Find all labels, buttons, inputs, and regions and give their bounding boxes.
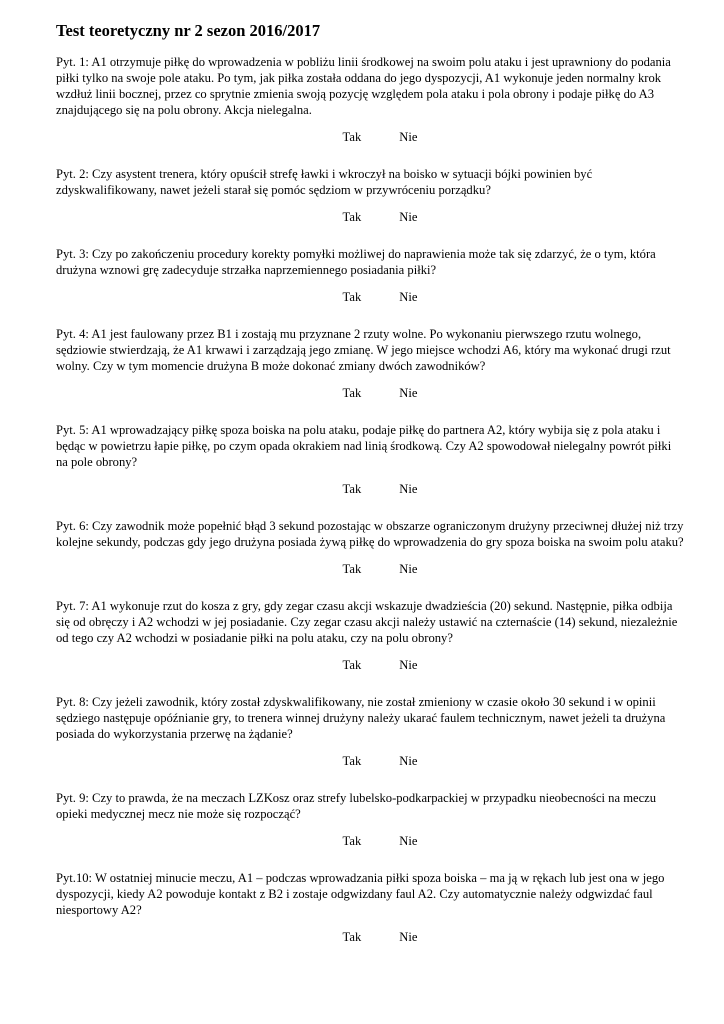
answer-no[interactable]: Nie (399, 834, 418, 848)
answer-yes[interactable]: Tak (342, 386, 362, 400)
answer-options (56, 753, 684, 769)
question-text: Pyt. 6: Czy zawodnik może popełnić błąd 3 sekund pozostając w obszarze ograniczonym drużyny przeciwnej dłużej niż trzy kolejne sekundy, podczas gdy jego drużyna posiada żywą piłkę do wprowadzenia do gry spoza boiska na swoim polu ataku? (56, 519, 684, 549)
question-block (56, 246, 684, 305)
answer-options (56, 561, 684, 577)
answer-no[interactable]: Nie (399, 210, 418, 224)
answer-yes[interactable]: Tak (342, 210, 362, 224)
question-text: Pyt. 7: A1 wykonuje rzut do kosza z gry, gdy zegar czasu akcji wskazuje dwadzieścia (20) sekund. Następnie, piłka odbija się od obręczy i A2 wchodzi w jej posiadanie. Czy zegar czasu akcji należy ustawić na czternaście (14) sekund, niezależnie od tego czy A2 wchodzi w posiadanie piłki na polu ataku, czy na polu obrony? (56, 599, 678, 645)
question-text: Pyt.10: W ostatniej minucie meczu, A1 – podczas wprowadzania piłki spoza boiska – ma ją w rękach lub jest ona w jego dyspozycji, kiedy A2 powoduje kontakt z B2 i zostaje odgwizdany faul A2. Czy automatycznie należy odgwizdać faul niesportowy A2? (56, 871, 665, 917)
document-page (56, 20, 684, 966)
answer-options (56, 385, 684, 401)
answer-options (56, 657, 684, 673)
answer-options (56, 929, 684, 945)
answer-yes[interactable]: Tak (342, 130, 362, 144)
question-text: Pyt. 5: A1 wprowadzający piłkę spoza boiska na polu ataku, podaje piłkę do partnera A2, który wybija się z pola ataku i będąc w powietrzu łapie piłkę, po czym opada okrakiem nad linią środkową. Czy A2 spowodował nielegalny powrót piłki na pole obrony? (56, 423, 672, 469)
answer-no[interactable]: Nie (399, 386, 418, 400)
answer-yes[interactable]: Tak (342, 834, 362, 848)
question-text: Pyt. 3: Czy po zakończeniu procedury korekty pomyłki możliwej do naprawienia może tak się zdarzyć, że o tym, która drużyna wznowi grę zadecyduje strzałka naprzemiennego posiadania piłki? (56, 247, 656, 277)
answer-no[interactable]: Nie (399, 930, 418, 944)
answer-options (56, 209, 684, 225)
question-block (56, 694, 684, 769)
answer-options (56, 833, 684, 849)
answer-yes[interactable]: Tak (342, 754, 362, 768)
question-text: Pyt. 8: Czy jeżeli zawodnik, który został zdyskwalifikowany, nie został zmieniony w czasie około 30 sekund i w opinii sędziego następuje opóźnianie gry, to trenera winnej drużyny należy ukarać faulem technicznym, nawet jeżeli ta drużyna posiada do wykorzystania przerwę na żądanie? (56, 695, 666, 741)
answer-options (56, 129, 684, 145)
answer-yes[interactable]: Tak (342, 482, 362, 496)
question-text: Pyt. 2: Czy asystent trenera, który opuścił strefę ławki i wkroczył na boisko w sytuacji bójki powinien być zdyskwalifikowany, nawet jeżeli starał się pomóc sędziom w przywróceniu porządku? (56, 167, 593, 197)
answer-yes[interactable]: Tak (342, 562, 362, 576)
question-text: Pyt. 1: A1 otrzymuje piłkę do wprowadzenia w pobliżu linii środkowej na swoim polu ataku i jest uprawniony do podania piłki tylko na swoje pole ataku. Po tym, jak piłka została oddana do jego dyspozycji, A1 wykonuje jeden normalny krok wzdłuż linii bocznej, przez co sprytnie zmienia swoją pozycję względem pola ataku i pola obrony i podaje piłkę do A3 znajdującego się na polu obrony. Akcja nielegalna. (56, 55, 671, 117)
answer-no[interactable]: Nie (399, 290, 418, 304)
question-list (56, 54, 684, 945)
answer-no[interactable]: Nie (399, 562, 418, 576)
question-text: Pyt. 9: Czy to prawda, że na meczach LZKosz oraz strefy lubelsko-podkarpackiej w przypadku nieobecności na meczu opieki medycznej mecz nie może się rozpocząć? (56, 791, 657, 821)
question-block (56, 518, 684, 577)
question-block (56, 870, 684, 945)
answer-no[interactable]: Nie (399, 658, 418, 672)
answer-options (56, 289, 684, 305)
question-block (56, 790, 684, 849)
question-block (56, 54, 684, 145)
answer-no[interactable]: Nie (399, 482, 418, 496)
answer-no[interactable]: Nie (399, 130, 418, 144)
question-text: Pyt. 4: A1 jest faulowany przez B1 i zostają mu przyznane 2 rzuty wolne. Po wykonaniu pierwszego rzutu wolnego, sędziowie stwierdzają, że A1 krwawi i zarządzają jego zmianę. W jego miejsce wchodzi A6, który ma wykonać drugi rzut wolny. Czy w tym momencie drużyna B może dokonać zmiany dwóch zawodników? (56, 327, 671, 373)
answer-yes[interactable]: Tak (342, 658, 362, 672)
answer-no[interactable]: Nie (399, 754, 418, 768)
question-block (56, 166, 684, 225)
question-block (56, 326, 684, 401)
answer-options (56, 481, 684, 497)
question-block (56, 422, 684, 497)
document-title: Test teoretyczny nr 2 sezon 2016/2017 (56, 21, 321, 40)
question-block (56, 598, 684, 673)
answer-yes[interactable]: Tak (342, 290, 362, 304)
answer-yes[interactable]: Tak (342, 930, 362, 944)
